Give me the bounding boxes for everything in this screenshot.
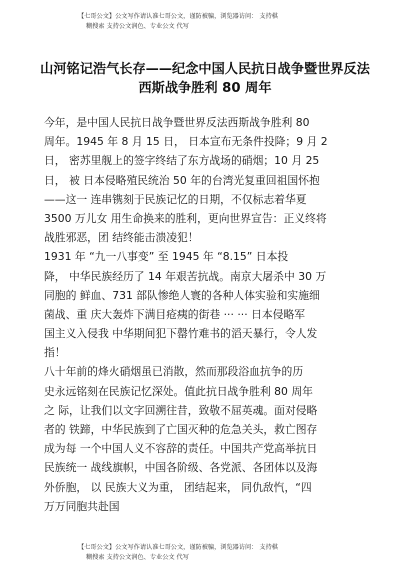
body-text-line: 之 际，让我们以文字回溯往昔，致敬不屈英魂。面对侵略 xyxy=(44,403,318,417)
body-text-line: 八十年前的烽火硝烟虽已消散，然而那段浴血抗争的历 xyxy=(44,365,304,379)
document-title xyxy=(20,60,390,98)
body-text-line: 指！ xyxy=(44,346,66,360)
body-text-line: 日， 被 日本侵略殖民统治 50 年的台湾光复重回祖国怀抱 xyxy=(44,173,320,187)
body-text-line: 成为每 一个中国人义不容辞的责任。中国共产党高举抗日 xyxy=(44,442,318,456)
header-banner-line-1: 【七哥公文】公文写作请认准七哥公文，谨防被骗，浏览器访问： 支持棋 xyxy=(78,13,278,20)
body-text-line: 今年，是中国人民抗日战争暨世界反法西斯战争胜利 80 xyxy=(44,116,310,129)
footer-banner xyxy=(78,543,378,563)
body-text-line: 万万同胞共赴国 xyxy=(44,499,120,513)
body-text-line: 日， 密苏里舰上的签字终结了东方战场的硝烟；10 月 25 xyxy=(44,154,320,168)
header-banner xyxy=(78,12,378,32)
body-text-line: 者的 铁蹄，中华民族到了亡国灭种的危急关头，救亡图存 xyxy=(44,423,318,436)
body-text-line: 3500 万儿女 用生命换来的胜利，更向世界宣告：正义终将 xyxy=(44,211,327,225)
header-banner-line-2: 糊搜索 支持公文润色、专业公文 代写 xyxy=(86,23,189,30)
document-body xyxy=(44,113,372,516)
footer-banner-line-2: 糊搜索 支持公文润色、专业公文 代写 xyxy=(86,554,189,561)
body-text-line: 外侨胞， 以 民族大义为重， 团结起来， 同仇敌忾，“四 xyxy=(44,480,312,494)
body-text-line: 国主义入侵我 中华期间犯下罄竹难书的滔天暴行，令人发 xyxy=(44,327,318,341)
body-text-line: 周年。1945 年 8 月 15 日， 日本宣布无条件投降；9 月 2 xyxy=(44,135,328,149)
body-text-line: 同胞的 鲜血、731 部队惨绝人寰的各种人体实验和实施细 xyxy=(44,288,320,302)
body-text-line: 1931 年 “九一八事变” 至 1945 年 “8.15” 日本投 xyxy=(44,250,289,264)
title-line-1: 山河铭记浩气长存——纪念中国人民抗日战争暨世界反法 xyxy=(40,62,370,77)
title-line-2: 西斯战争胜利 80 周年 xyxy=(138,81,272,96)
body-text-line: ——这一 连串镌刻于民族记忆的日期，不仅标志着华夏 xyxy=(44,192,307,206)
body-text-line: 战胜邪恶，团 结终能击溃凌犯！ xyxy=(44,231,199,245)
body-text-line: 史永远铭刻在民族记忆深处。值此抗日战争胜利 80 周年 xyxy=(44,384,313,398)
body-text-line: 降， 中华民族经历了 14 年艰苦抗战。南京大屠杀中 30 万 xyxy=(44,269,327,283)
footer-banner-line-1: 【七哥公文】公文写作请认准七哥公文，谨防被骗，浏览器访问： 支持棋 xyxy=(78,544,278,551)
body-text-line: 菌战、重 庆大轰炸下满目疮痍的街巷 ··· ··· 日本侵略军 xyxy=(44,307,306,321)
body-text-line: 民族统一 战线旗帜，中国各阶级、各党派、各团体以及海 xyxy=(44,461,318,475)
